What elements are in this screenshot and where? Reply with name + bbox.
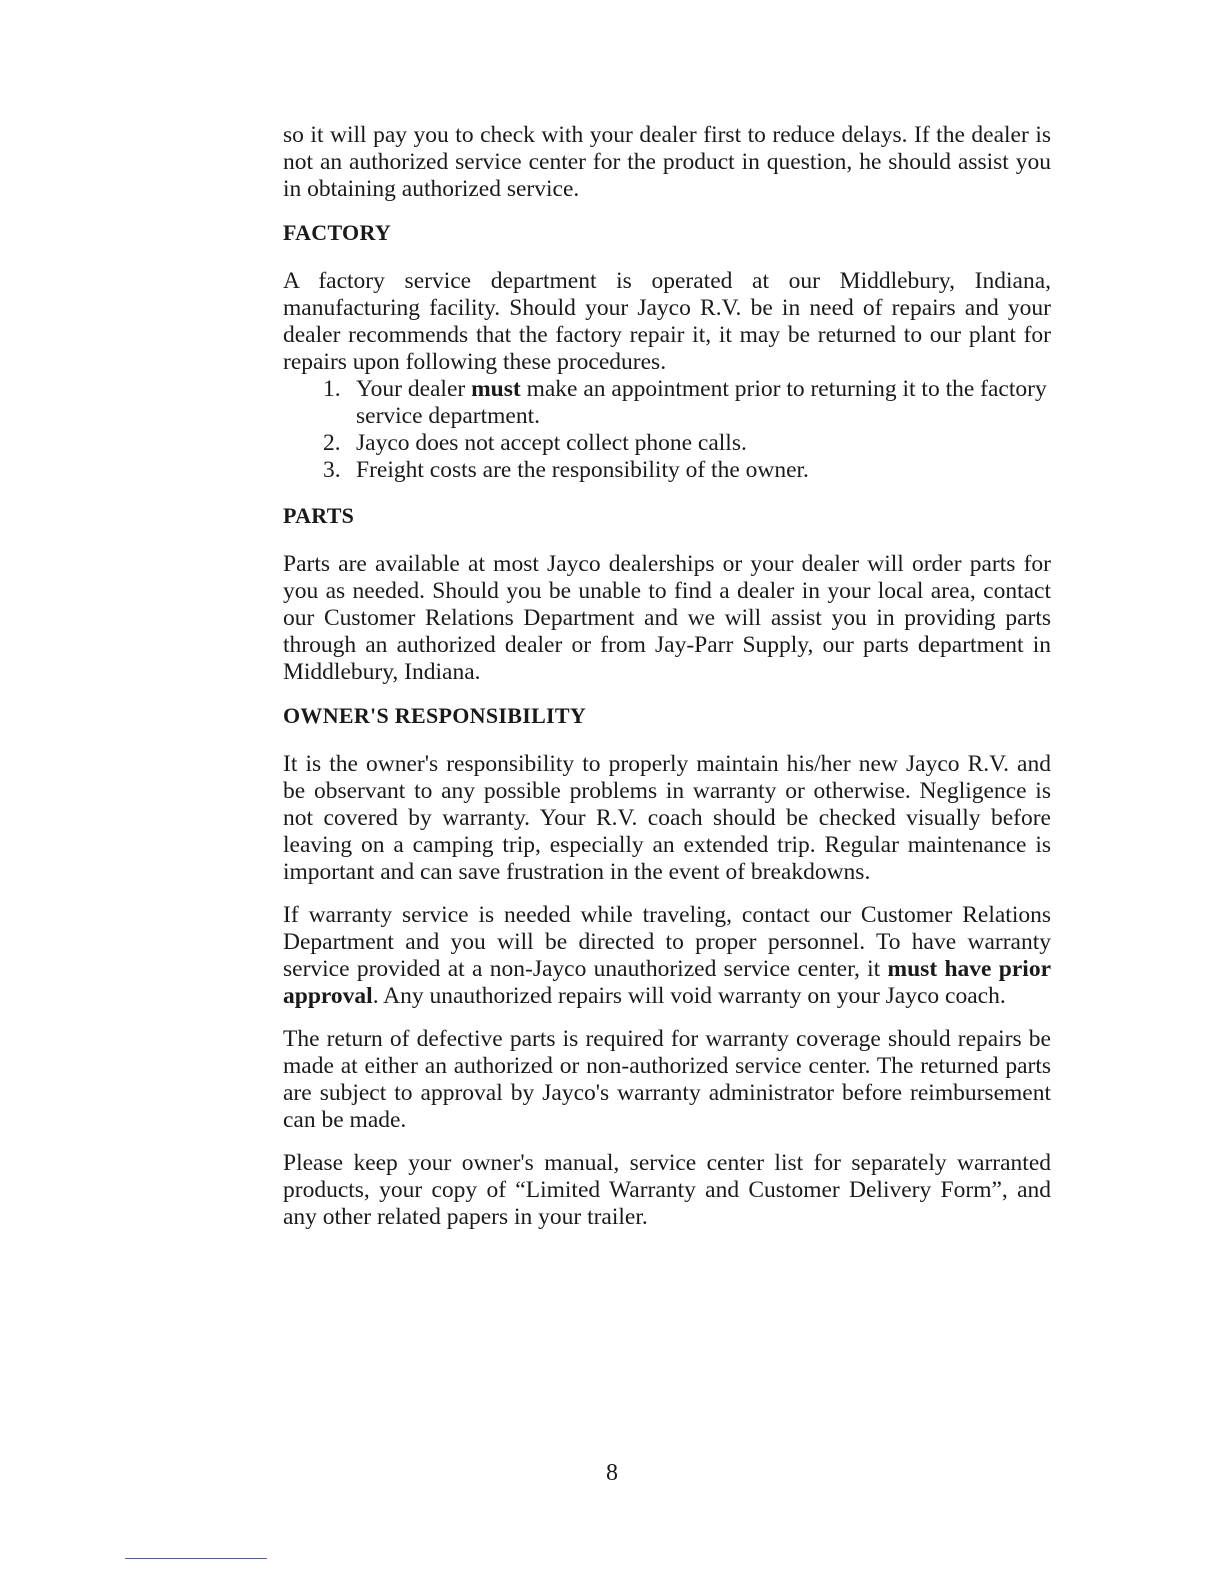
owners-paragraph-4: Please keep your owner's manual, service center list for separately warranted products, your copy of “Limited Warranty and Customer Delivery Form”, and any other related papers in your trailer. [283, 1150, 1051, 1230]
list-item-text-pre: Your dealer [356, 376, 472, 402]
owners-paragraph-2 [283, 902, 1051, 1010]
owners-paragraph-2-pre: If warranty service is needed while traveling, contact our Customer Relations Department and you will be directed to proper personnel. To have warranty service provided at a non-Jayco unauthorized service center, it [283, 902, 1051, 982]
list-item-number: 1. [323, 376, 341, 402]
page-number: 8 [606, 1460, 618, 1486]
factory-heading: FACTORY [283, 220, 392, 245]
factory-paragraph: A factory service department is operated at our Middlebury, Indiana, manufacturing facility. Should your Jayco R.V. be in need of repairs and your dealer recommends that the factory repair it, it may be returned to our plant for repairs upon following these procedures. [283, 268, 1051, 375]
list-item [283, 430, 1051, 457]
list-item [283, 376, 1051, 430]
factory-procedure-list [283, 376, 1051, 484]
list-item-emphasis: must [471, 376, 521, 402]
owners-paragraph-2-post: . Any unauthorized repairs will void warranty on your Jayco coach. [372, 983, 1006, 1009]
list-item-number: 3. [323, 457, 341, 483]
owners-paragraph-3: The return of defective parts is required for warranty coverage should repairs be made at either an authorized or non-authorized service center. The returned parts are subject to approval by Jayco's warranty administrator before reimbursement can be made. [283, 1026, 1051, 1133]
owners-responsibility-heading: OWNER'S RESPONSIBILITY [283, 703, 587, 728]
list-item [283, 457, 1051, 484]
parts-heading: PARTS [283, 503, 355, 528]
prior-approval-emphasis: must have prior approval [283, 956, 1051, 1009]
owners-paragraph-1: It is the owner's responsibility to properly maintain his/her new Jayco R.V. and be observant to any possible problems in warranty or otherwise. Negligence is not covered by warranty. Your R.V. coach should be checked visually before leaving on a camping trip, especially an extended trip. Regular maintenance is important and can save frustration in the event of breakdowns. [283, 751, 1051, 885]
parts-paragraph: Parts are available at most Jayco dealerships or your dealer will order parts for you as needed. Should you be unable to find a dealer in your local area, contact our Customer Relations Department and we will assist you in providing parts through an authorized dealer or from Jay-Parr Supply, our parts department in Middlebury, Indiana. [283, 551, 1051, 685]
footer-divider [125, 1558, 267, 1559]
intro-paragraph: so it will pay you to check with your dealer first to reduce delays. If the dealer is not an authorized service center for the product in question, he should assist you in obtaining authorized service. [283, 122, 1051, 202]
list-item-text: Freight costs are the responsibility of the owner. [356, 457, 809, 483]
list-item-text-post: make an appointment prior to returning it to the factory service department. [356, 376, 1047, 429]
list-item-number: 2. [323, 430, 341, 456]
list-item-text: Jayco does not accept collect phone calls. [356, 430, 747, 456]
document-page [283, 122, 1051, 1247]
